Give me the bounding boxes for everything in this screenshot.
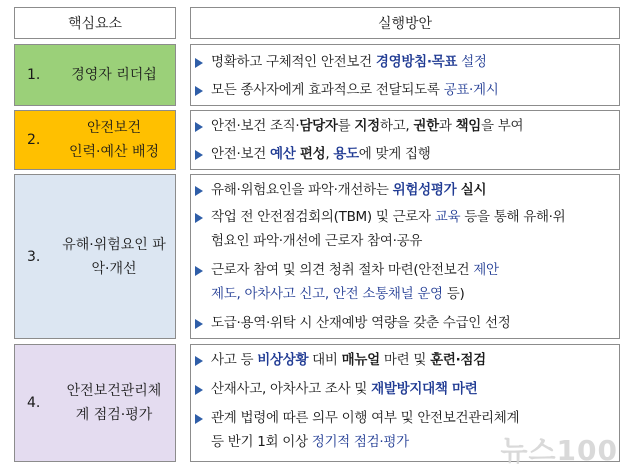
action-item-segment: 관계 법령에 따른 의무 이행 여부 및 안전보건관리체계 <box>211 410 520 426</box>
header-action-plans-label: 실행방안 <box>377 16 433 32</box>
action-item <box>191 206 619 229</box>
action-item <box>191 143 619 166</box>
action-item-segment: 훈련·점검 <box>430 352 486 368</box>
action-item-segment: 등 반기 1회 이상 <box>211 434 312 450</box>
action-item-segment: , <box>325 146 334 162</box>
action-item-segment: 작업 전 안전점검회의(TBM) 및 근로자 <box>211 209 435 225</box>
action-item-segment: 을 부여 <box>481 118 524 134</box>
row-2-label <box>59 116 175 164</box>
action-item <box>191 259 619 282</box>
action-item-segment: 사고 등 <box>211 352 258 368</box>
row-2-key-element <box>14 110 176 170</box>
action-item-segment: 등을 통해 유해·위 <box>460 209 566 225</box>
action-item-segment: 험요인 파악·개선에 근로자 참여·공유 <box>211 233 423 249</box>
action-item-segment: 과 <box>438 118 456 134</box>
bullet-arrow-icon <box>195 58 203 68</box>
action-item-segment: 근로자 참여 및 의견 청취 절차 마련(안전보건 <box>211 262 474 278</box>
news100-watermark: 뉴스100 <box>500 434 618 467</box>
row-1-label-line-1: 경영자 리더쉽 <box>71 67 157 83</box>
row-3-action-list <box>190 174 620 339</box>
action-item <box>191 230 619 253</box>
action-item <box>191 378 619 401</box>
action-item-text <box>211 378 613 401</box>
action-item-text <box>211 51 613 74</box>
action-item-text <box>211 283 613 306</box>
header-action-plans <box>190 7 620 39</box>
header-key-elements <box>14 7 176 39</box>
header-key-elements-label: 핵심요소 <box>67 16 123 32</box>
row-1-number: 1. <box>27 67 41 83</box>
action-item-segment: 에 맞게 집행 <box>358 146 431 162</box>
row-4-key-element <box>14 344 176 462</box>
row-1-action-list <box>190 44 620 106</box>
action-item-segment: 책임 <box>455 118 482 134</box>
bullet-arrow-icon <box>195 213 203 223</box>
row-1-key-element <box>14 44 176 106</box>
action-item-text <box>211 115 613 138</box>
action-item-segment: 제안 <box>473 262 499 278</box>
row-2-label-line-1: 안전보건 <box>86 120 142 136</box>
action-item <box>191 312 619 335</box>
action-item-segment: 재발방지대책 마련 <box>371 381 478 397</box>
action-item-segment: 지정 <box>354 118 380 134</box>
action-item-segment: 산재사고, 아차사고 조사 및 <box>211 381 372 397</box>
row-4-number: 4. <box>27 395 41 411</box>
action-item <box>191 79 619 102</box>
action-item-segment: 예산 <box>269 146 296 162</box>
row-3-label-line-1: 유해·위험요인 파 <box>62 236 166 253</box>
action-item-segment: 모든 종사자에게 효과적으로 전달되도록 <box>211 82 444 98</box>
action-item-segment: 경영방침·목표 <box>375 54 458 70</box>
action-item-segment: 담당자 <box>299 118 338 134</box>
action-item-segment: 매뉴얼 <box>341 352 380 368</box>
row-2-number: 2. <box>27 132 41 148</box>
bullet-arrow-icon <box>195 319 203 329</box>
bullet-arrow-icon <box>195 122 203 132</box>
action-item-segment: 용도 <box>333 146 359 162</box>
action-item-segment: 비상상황 <box>257 352 309 368</box>
action-item-segment: 도급·용역·위탁 시 산재예방 역량을 갖춘 수급인 선정 <box>211 315 511 331</box>
bullet-arrow-icon <box>195 356 203 366</box>
action-item-segment: 제도, 아차사고 신고, 안전 소통채널 운영 <box>211 286 443 302</box>
action-item-text <box>211 79 613 102</box>
action-item-segment: 대비 <box>308 352 342 368</box>
row-3-key-element <box>14 174 176 339</box>
row-4-label-line-1: 안전보건관리체 <box>66 383 162 399</box>
action-item-segment: 교육 <box>434 209 461 225</box>
action-item-text <box>211 206 613 229</box>
action-item <box>191 51 619 74</box>
row-4-label-line-2: 계 점검·평가 <box>75 407 153 423</box>
row-2-action-list <box>190 110 620 170</box>
action-item-segment: 권한 <box>413 118 439 134</box>
action-item-segment: 설정 <box>457 54 487 70</box>
action-item-segment: 공표·게시 <box>443 82 499 98</box>
action-item-text <box>211 230 613 253</box>
action-item-text <box>211 259 613 282</box>
action-item-segment: 안전·보건 조직· <box>211 118 300 134</box>
row-1-label <box>59 63 175 87</box>
action-item-text <box>211 349 613 372</box>
row-2-label-line-2: 인력·예산 배정 <box>68 144 160 160</box>
action-item-segment: 명확하고 구체적인 안전보건 <box>211 54 376 70</box>
row-3-number: 3. <box>27 248 41 265</box>
action-item-text <box>211 407 613 430</box>
action-item <box>191 115 619 138</box>
action-item-segment: 하고, <box>379 118 414 134</box>
action-item-segment: 편성 <box>295 146 326 162</box>
bullet-arrow-icon <box>195 186 203 196</box>
action-item <box>191 283 619 306</box>
action-item-segment: 유해·위험요인을 파악·개선하는 <box>211 182 393 198</box>
action-item <box>191 407 619 430</box>
action-item-segment: 를 <box>337 118 355 134</box>
action-item-segment: 실시 <box>456 182 487 198</box>
row-3-label <box>59 233 175 281</box>
action-item-segment: 마련 및 <box>379 352 431 368</box>
action-item <box>191 179 619 202</box>
action-item-text <box>211 179 613 202</box>
action-item-segment: 안전·보건 <box>211 146 270 162</box>
row-4-label <box>59 379 175 427</box>
bullet-arrow-icon <box>195 414 203 424</box>
action-item-text <box>211 312 613 335</box>
bullet-arrow-icon <box>195 266 203 276</box>
action-item-segment: 등) <box>442 286 465 302</box>
action-item-text <box>211 143 613 166</box>
action-item <box>191 349 619 372</box>
row-3-label-line-2: 악·개선 <box>91 260 137 277</box>
bullet-arrow-icon <box>195 150 203 160</box>
bullet-arrow-icon <box>195 86 203 96</box>
action-item-segment: 위험성평가 <box>392 182 457 198</box>
bullet-arrow-icon <box>195 385 203 395</box>
action-item-segment: 정기적 점검·평가 <box>311 434 409 450</box>
